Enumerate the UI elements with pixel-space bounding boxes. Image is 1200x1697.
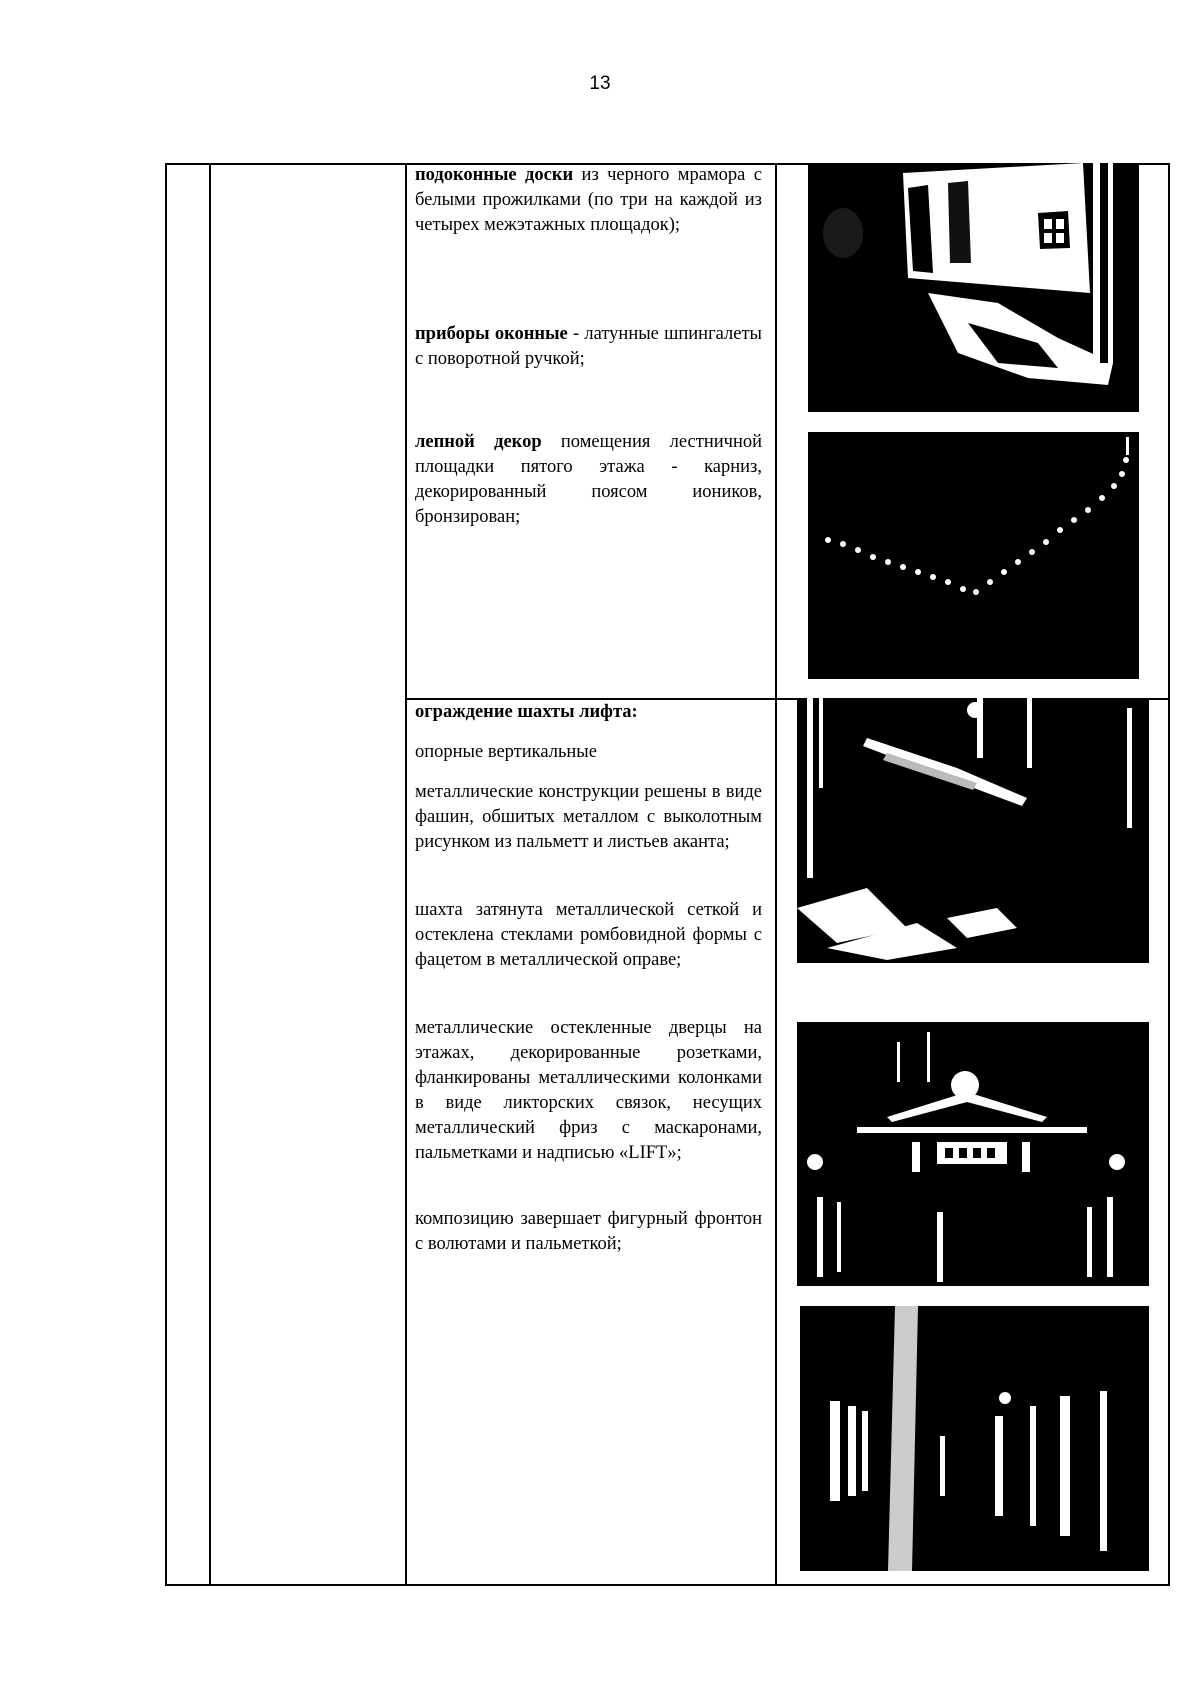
block-text: из черного мрамора с белыми прожилками (по три на каждой из четырех межэтажных площадок); <box>415 165 762 235</box>
doors-block <box>415 1016 762 1166</box>
metal-structures-block <box>415 780 762 855</box>
stucco-decor-block <box>415 430 762 530</box>
column-divider-3 <box>775 165 777 1584</box>
window-photo <box>808 163 1139 412</box>
block-text: - латунные шпингалеты с поворотной ручкой; <box>415 324 762 369</box>
shaft-glazing-block <box>415 898 762 973</box>
window-fittings-block <box>415 322 762 372</box>
block-text: помещения лестничной площадки пятого этажа - карниз, декорированный поясом иоников, бронзирован; <box>415 432 763 527</box>
column-divider-1 <box>209 165 211 1584</box>
block-text: шахта затянута металлической сеткой и остеклена стеклами ромбовидной формы с фацетом в металлической оправе; <box>415 900 762 970</box>
block-heading: приборы оконные <box>415 324 568 344</box>
pediment-block <box>415 1207 762 1257</box>
support-block <box>415 740 762 765</box>
block-text: композицию завершает фигурный фронтон с волютами и пальметкой; <box>415 1209 762 1254</box>
page-number: 13 <box>589 73 611 94</box>
block-heading: ограждение шахты лифта: <box>415 702 638 722</box>
cornice-photo <box>808 432 1139 679</box>
block-text: металлические остекленные дверцы на этажах, декорированные розетками, фланкированы металлическими колонками в виде ликторских связок, несущих металлический фриз с маскаронами, пальметками и надписью «LIFT»; <box>415 1018 762 1163</box>
windowsill-block <box>415 163 762 238</box>
elevator-shaft-heading <box>415 700 762 725</box>
block-text: опорные вертикальные <box>415 742 597 762</box>
elevator-fence-photo <box>797 698 1149 963</box>
block-text: металлические конструкции решены в виде фашин, обшитых металлом с выколотным рисунком из пальметт и листьев аканта; <box>415 782 762 852</box>
block-heading: лепной декор <box>415 432 542 452</box>
elevator-column-photo <box>800 1306 1149 1571</box>
column-divider-2 <box>405 165 407 1584</box>
block-heading: подоконные доски <box>415 165 574 185</box>
elevator-door-photo <box>797 1022 1149 1286</box>
